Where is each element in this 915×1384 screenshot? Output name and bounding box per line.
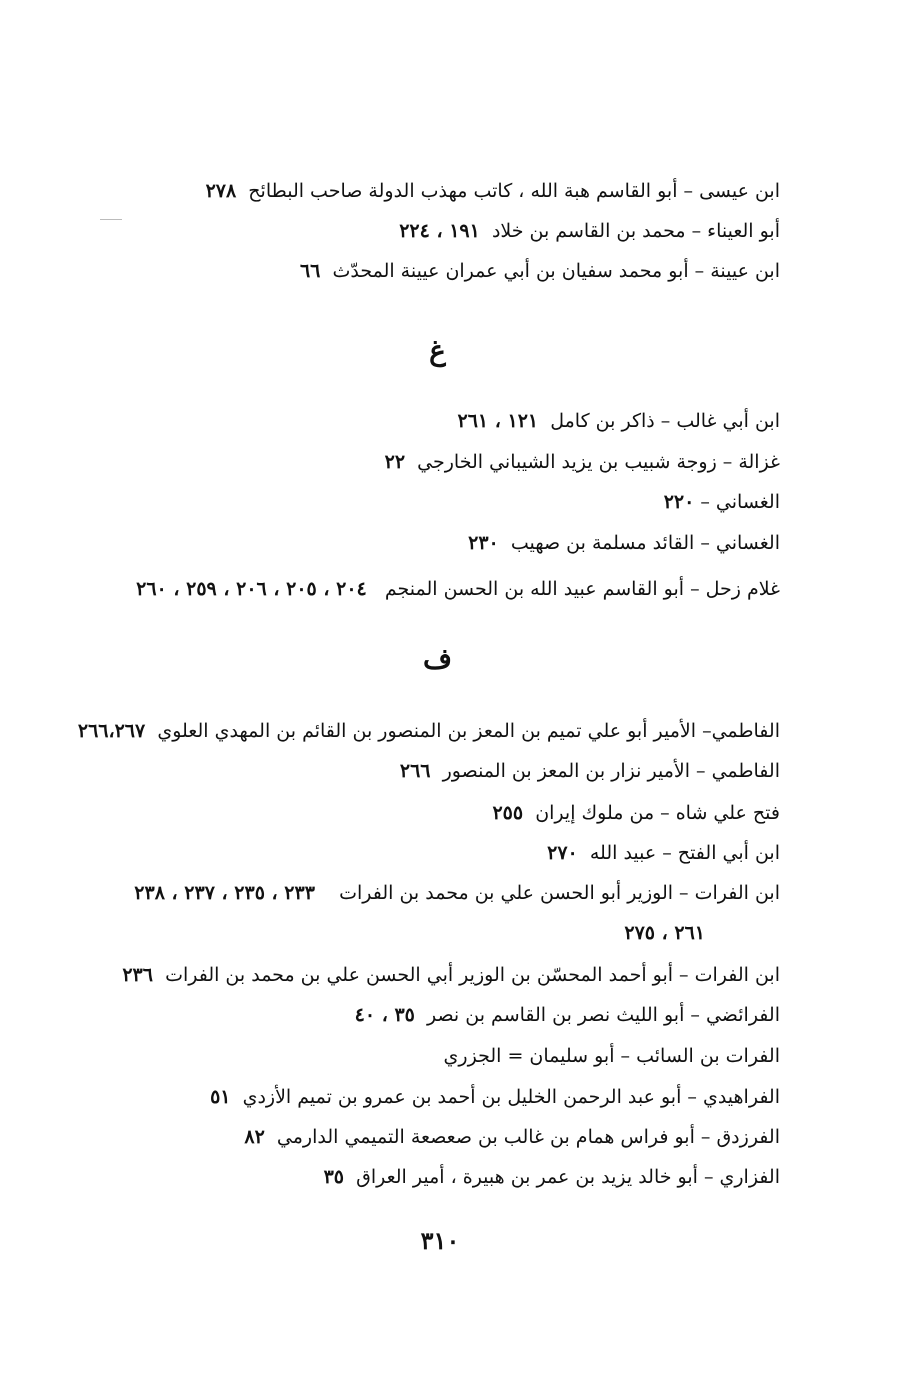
index-entry	[385, 449, 780, 475]
page-number: ٣١٠	[420, 1226, 460, 1255]
section-letter-heading: غ	[429, 334, 446, 367]
entry-pages: ٢٦٦	[399, 760, 431, 782]
entry-pages: ٢٣٦	[122, 964, 153, 986]
entry-text: غزالة – زوجة شبيب بن يزيد الشيباني الخارجي	[417, 451, 780, 473]
entry-pages: ٦٦	[299, 260, 321, 282]
index-entry	[400, 758, 780, 784]
index-entry	[324, 1164, 780, 1190]
entry-pages: ٢٢	[384, 451, 406, 473]
index-entry	[355, 1002, 780, 1028]
entry-pages: ٢٧٨	[205, 180, 237, 202]
entry-pages: ٢٢٠	[663, 491, 695, 513]
entry-pages: ٥١	[210, 1086, 231, 1108]
entry-text: ابن الفرات – أبو أحمد المحسّن بن الوزير أبي الحسن علي بن محمد بن الفرات	[165, 964, 780, 986]
index-entry	[458, 408, 780, 434]
index-entry	[78, 718, 780, 744]
entry-text: الفاطمي– الأمير أبو علي تميم بن المعز بن المنصور بن القائم بن المهدي العلوي	[157, 720, 780, 742]
entry-text: الفرائضي – أبو الليث نصر بن القاسم بن نصر	[426, 1004, 780, 1026]
index-entry	[399, 218, 780, 244]
entry-pages: ٢٦٦،٢٦٧	[77, 720, 146, 742]
entry-text: الغساني – القائد مسلمة بن صهيب	[510, 532, 780, 554]
entry-text: غلام زحل – أبو القاسم عبيد الله بن الحسن المنجم	[384, 578, 780, 600]
index-entry	[122, 962, 780, 988]
index-entry-continuation	[624, 920, 705, 946]
index-entry	[547, 840, 780, 866]
entry-text: الغساني –	[700, 491, 780, 513]
entry-text: فتح علي شاه – من ملوك إيران	[535, 802, 780, 824]
entry-pages: ٨٢	[244, 1126, 265, 1148]
entry-pages: ٢٣٠	[468, 532, 499, 554]
entry-text: ابن عيينة – أبو محمد سفيان بن أبي عمران عيينة المحدّث	[332, 260, 780, 282]
index-entry	[244, 1124, 780, 1150]
entry-text: الفرات بن السائب – أبو سليمان = الجزري	[443, 1045, 780, 1067]
entry-pages: ١٢١ ، ٢٦١	[457, 410, 539, 432]
margin-mark	[100, 219, 122, 220]
index-entry	[468, 530, 780, 556]
entry-text: أبو العيناء – محمد بن القاسم بن خلاد	[491, 220, 780, 242]
entry-pages: ٣٥ ، ٤٠	[354, 1004, 415, 1026]
index-entry	[206, 178, 780, 204]
index-entry	[210, 1084, 780, 1110]
index-entry	[300, 258, 780, 284]
index-entry	[134, 880, 780, 906]
entry-pages: ٢٧٠	[547, 842, 578, 864]
entry-text: الفرزدق – أبو فراس همام بن غالب بن صعصعة التميمي الدارمي	[276, 1126, 780, 1148]
entry-text: الفاطمي – الأمير نزار بن المعز بن المنصور	[442, 760, 780, 782]
index-entry	[492, 800, 780, 826]
entry-pages: ٢٦١ ، ٢٧٥	[624, 922, 705, 944]
entry-text: ابن أبي الفتح – عبيد الله	[589, 842, 780, 864]
entry-text: ابن الفرات – الوزير أبو الحسن علي بن محمد بن الفرات	[339, 882, 780, 904]
entry-pages: ٣٥	[323, 1166, 344, 1188]
entry-pages: ١٩١ ، ٢٢٤	[399, 220, 480, 242]
entry-text: الفزاري – أبو خالد يزيد بن عمر بن هبيرة ، أمير العراق	[356, 1166, 780, 1188]
section-letter-heading: ف	[422, 642, 453, 675]
entry-pages: ٢٠٤ ، ٢٠٥ ، ٢٠٦ ، ٢٥٩ ، ٢٦٠	[136, 578, 367, 600]
entry-pages: ٢٥٥	[492, 802, 524, 824]
index-entry	[444, 1043, 780, 1069]
index-entry	[664, 489, 780, 515]
entry-text: الفراهيدي – أبو عبد الرحمن الخليل بن أحمد بن عمرو بن تميم الأزدي	[242, 1086, 780, 1108]
entry-text: ابن أبي غالب – ذاكر بن كامل	[550, 410, 780, 432]
index-entry	[136, 576, 780, 602]
entry-text: ابن عيسى – أبو القاسم هبة الله ، كاتب مهذب الدولة صاحب البطائح	[248, 180, 780, 202]
entry-pages: ٢٣٣ ، ٢٣٥ ، ٢٣٧ ، ٢٣٨	[134, 882, 315, 904]
